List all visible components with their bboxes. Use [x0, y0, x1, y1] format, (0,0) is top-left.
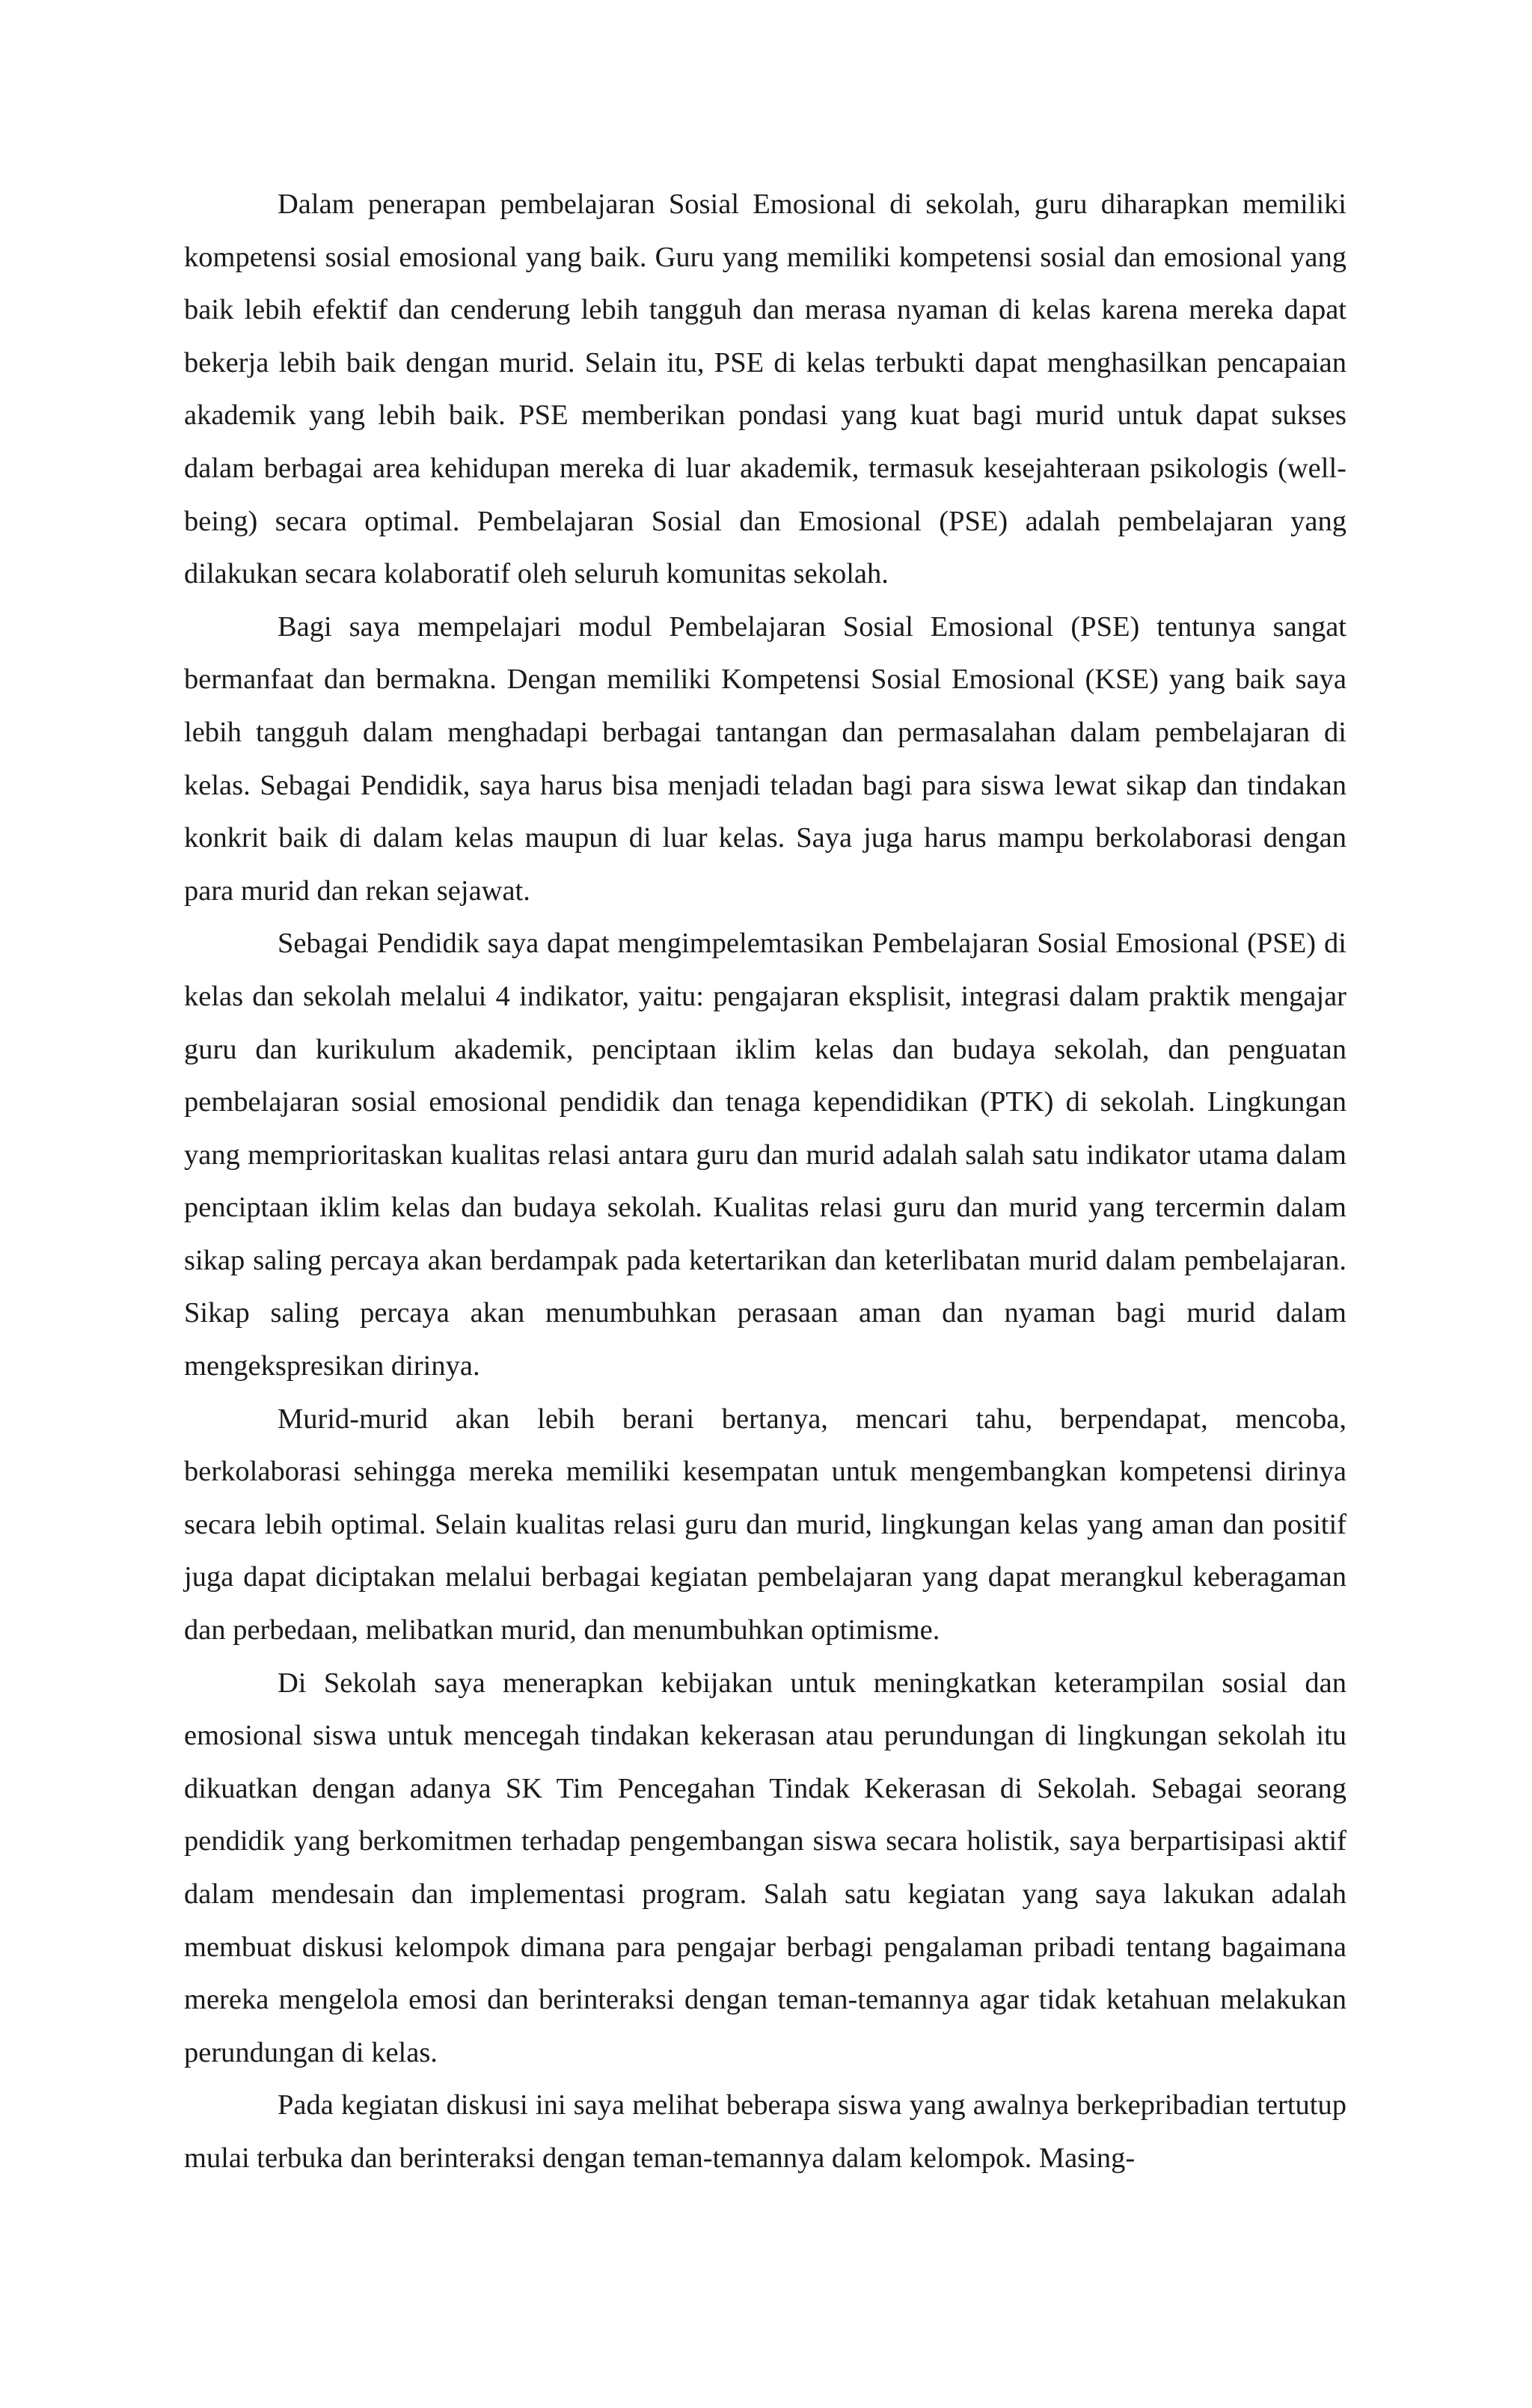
paragraph-1: Dalam penerapan pembelajaran Sosial Emosional di sekolah, guru diharapkan memiliki kompetensi sosial emosional yang baik. Guru yang memiliki kompetensi sosial dan emosional yang baik lebih efektif dan cenderung lebih tangguh dan merasa nyaman di kelas karena mereka dapat bekerja lebih baik dengan murid. Selain itu, PSE di kelas terbukti dapat menghasilkan pencapaian akademik yang lebih baik. PSE memberikan pondasi yang kuat bagi murid untuk dapat sukses dalam berbagai area kehidupan mereka di luar akademik, termasuk kesejahteraan psikologis (well-being) secara optimal. Pembelajaran Sosial dan Emosional (PSE) adalah pembelajaran yang dilakukan secara kolaboratif oleh seluruh komunitas sekolah.: [184, 189, 1346, 590]
paragraph-6: Pada kegiatan diskusi ini saya melihat beberapa siswa yang awalnya berkepribadian tertutup mulai terbuka dan berinteraksi dengan teman-temannya dalam kelompok. Masing-: [184, 2089, 1346, 2174]
paragraph-3: Sebagai Pendidik saya dapat mengimpelemtasikan Pembelajaran Sosial Emosional (PSE) di kelas dan sekolah melalui 4 indikator, yaitu: pengajaran eksplisit, integrasi dalam praktik mengajar guru dan kurikulum akademik, penciptaan iklim kelas dan budaya sekolah, dan penguatan pembelajaran sosial emosional pendidik dan tenaga kependidikan (PTK) di sekolah. Lingkungan yang memprioritaskan kualitas relasi antara guru dan murid adalah salah satu indikator utama dalam penciptaan iklim kelas dan budaya sekolah. Kualitas relasi guru dan murid yang tercermin dalam sikap saling percaya akan berdampak pada ketertarikan dan keterlibatan murid dalam pembelajaran. Sikap saling percaya akan menumbuhkan perasaan aman dan nyaman bagi murid dalam mengekspresikan dirinya.: [184, 928, 1346, 1382]
paragraph-2: Bagi saya mempelajari modul Pembelajaran Sosial Emosional (PSE) tentunya sangat bermanfaat dan bermakna. Dengan memiliki Kompetensi Sosial Emosional (KSE) yang baik saya lebih tangguh dalam menghadapi berbagai tantangan dan permasalahan dalam pembelajaran di kelas. Sebagai Pendidik, saya harus bisa menjadi teladan bagi para siswa lewat sikap dan tindakan konkrit baik di dalam kelas maupun di luar kelas. Saya juga harus mampu berkolaborasi dengan para murid dan rekan sejawat.: [184, 610, 1346, 907]
paragraph-4: Murid-murid akan lebih berani bertanya, mencari tahu, berpendapat, mencoba, berkolaborasi sehingga mereka memiliki kesempatan untuk mengembangkan kompetensi dirinya secara lebih optimal. Selain kualitas relasi guru dan murid, lingkungan kelas yang aman dan positif juga dapat diciptakan melalui berbagai kegiatan pembelajaran yang dapat merangkul keberagaman dan perbedaan, melibatkan murid, dan menumbuhkan optimisme.: [184, 1403, 1346, 1646]
paragraph-5: Di Sekolah saya menerapkan kebijakan untuk meningkatkan keterampilan sosial dan emosional siswa untuk mencegah tindakan kekerasan atau perundungan di lingkungan sekolah itu dikuatkan dengan adanya SK Tim Pencegahan Tindak Kekerasan di Sekolah. Sebagai seorang pendidik yang berkomitmen terhadap pengembangan siswa secara holistik, saya berpartisipasi aktif dalam mendesain dan implementasi program. Salah satu kegiatan yang saya lakukan adalah membuat diskusi kelompok dimana para pengajar berbagi pengalaman pribadi tentang bagaimana mereka mengelola emosi dan berinteraksi dengan teman-temannya agar tidak ketahuan melakukan perundungan di kelas.: [184, 1667, 1346, 2068]
document-body: [184, 178, 1346, 2185]
